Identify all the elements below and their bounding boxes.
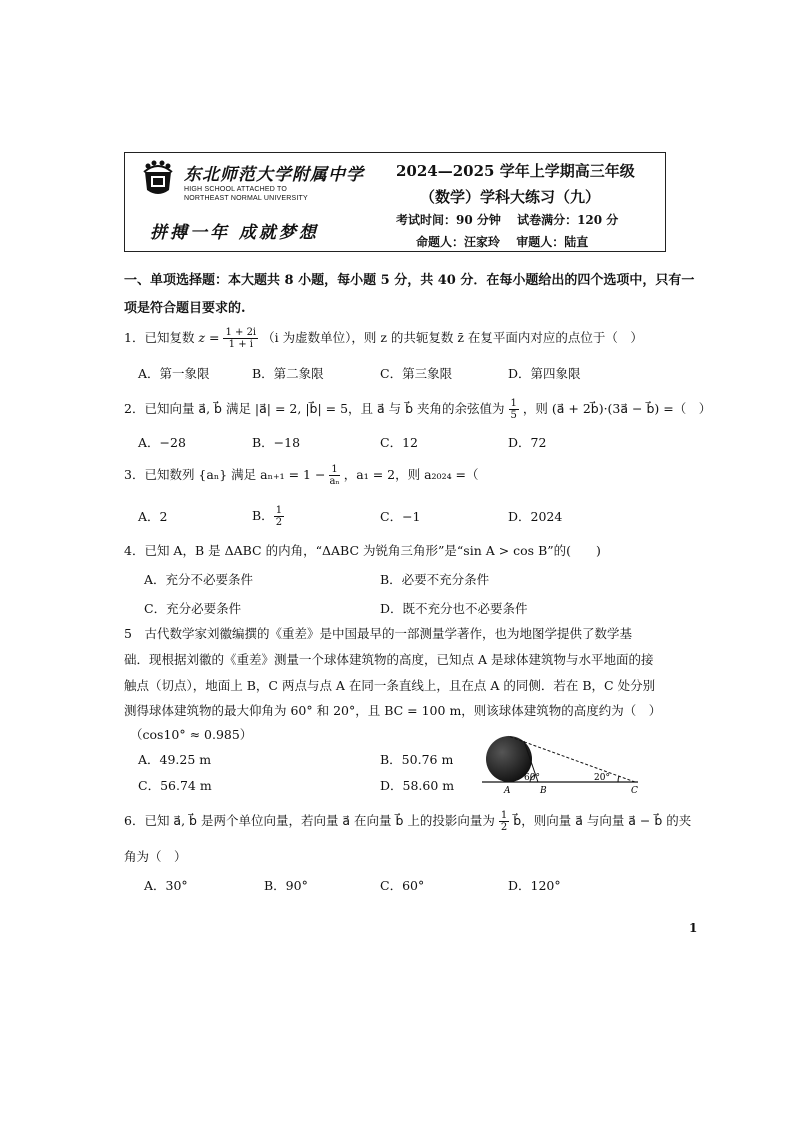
exam-title: 2024—2025 学年上学期高三年级 bbox=[396, 162, 635, 180]
q5-option-b[interactable]: B．50.76 m bbox=[380, 752, 454, 767]
author: 命题人：汪家玲 bbox=[416, 235, 501, 249]
q1-option-b[interactable]: B．第二象限 bbox=[252, 366, 324, 381]
q2-num: 1 bbox=[510, 398, 517, 409]
q6-option-c[interactable]: C．60° bbox=[380, 878, 425, 893]
point-b-label: B bbox=[540, 786, 547, 794]
q1-option-d[interactable]: D．第四象限 bbox=[508, 366, 581, 381]
q4-option-d[interactable]: D．既不充分也不必要条件 bbox=[380, 601, 528, 616]
school-name-cn: 东北师范大学附属中学 bbox=[184, 165, 364, 185]
q1-pre: 1．已知复数 bbox=[124, 330, 195, 345]
q3-pre: 3．已知数列 {aₙ} 满足 aₙ₊₁ = 1 − bbox=[124, 467, 326, 482]
q1-den: 1 + i bbox=[228, 339, 253, 350]
q1-fraction bbox=[223, 327, 258, 350]
q6-option-a[interactable]: A．30° bbox=[144, 878, 188, 893]
q6-mid: b⃗，则向量 a⃗ 与向量 a⃗ − b⃗ 的夹 bbox=[513, 813, 692, 828]
q1-option-c[interactable]: C．第三象限 bbox=[380, 366, 453, 381]
q3-fraction bbox=[329, 464, 339, 487]
motto: 拼搏一年 成就梦想 bbox=[150, 223, 319, 243]
q1-post: （i 为虚数单位），则 z 的共轭复数 z̄ 在复平面内对应的点位于（ ） bbox=[262, 330, 643, 345]
q3-b-den: 2 bbox=[275, 517, 283, 528]
q6-num: 1 bbox=[500, 810, 508, 821]
q4-option-c[interactable]: C．充分必要条件 bbox=[144, 601, 242, 616]
page-number: 1 bbox=[689, 921, 698, 935]
section-heading-line-2: 项是符合题目要求的. bbox=[124, 301, 246, 316]
point-c-label: C bbox=[631, 786, 638, 794]
q2-post: ，则 (a⃗ + 2b⃗)·(3a⃗ − b⃗) =（ ） bbox=[522, 401, 712, 416]
question-1-stem bbox=[124, 327, 643, 350]
q6-den: 2 bbox=[500, 822, 508, 833]
q2-pre: 2．已知向量 a⃗, b⃗ 满足 |a⃗| = 2, |b⃗| = 5，且 a⃗ 与 b⃗ 夹角的余弦值为 bbox=[124, 401, 505, 416]
angle-arc-c bbox=[618, 776, 619, 782]
q1-option-a[interactable]: A．第一象限 bbox=[138, 366, 210, 381]
q5-option-d[interactable]: D．58.60 m bbox=[380, 778, 455, 793]
reviewer: 审题人：陆直 bbox=[516, 235, 589, 249]
q1-z: z = bbox=[198, 330, 220, 345]
q3-option-b-fraction bbox=[274, 505, 284, 528]
q3-option-c[interactable]: C．−1 bbox=[380, 509, 421, 524]
q6-pre: 6．已知 a⃗, b⃗ 是两个单位向量，若向量 a⃗ 在向量 b⃗ 上的投影向量为 bbox=[124, 813, 495, 828]
q3-option-a[interactable]: A．2 bbox=[138, 509, 168, 524]
question-4-stem: 4．已知 A，B 是 ΔABC 的内角，“ΔABC 为锐角三角形”是“sin A > cos B”的( ) bbox=[124, 543, 601, 558]
q5-line-3: 触点（切点），地面上 B，C 两点与点 A 在同一条直线上，且在点 A 的同侧．若在 B，C 处分别 bbox=[124, 678, 656, 693]
q6-line-2: 角为（ ） bbox=[124, 849, 187, 864]
q3-post: ，a₁ = 2，则 a₂₀₂₄ =（ bbox=[343, 467, 479, 482]
q5-sphere-figure bbox=[480, 732, 650, 794]
q2-option-b[interactable]: B．−18 bbox=[252, 435, 301, 450]
q5-line-4: 测得球体建筑物的最大仰角为 60° 和 20°，且 BC = 100 m，则该球体建筑物的高度约为（ ） bbox=[124, 703, 662, 718]
q3-option-b-label: B． bbox=[252, 508, 274, 523]
school-seal-icon bbox=[140, 158, 176, 198]
q3-den: aₙ bbox=[329, 476, 340, 487]
q2-option-d[interactable]: D．72 bbox=[508, 435, 547, 450]
q1-num: 1 + 2i bbox=[225, 327, 257, 338]
q6-option-d[interactable]: D．120° bbox=[508, 878, 561, 893]
q4-option-a[interactable]: A．充分不必要条件 bbox=[144, 572, 254, 587]
school-name-en-line-1: HIGH SCHOOL ATTACHED TO bbox=[184, 186, 288, 193]
q5-line-2: 础．现根据刘徽的《重差》测量一个球体建筑物的高度，已知点 A 是球体建筑物与水平地面的接 bbox=[124, 652, 654, 667]
q6-option-b[interactable]: B．90° bbox=[264, 878, 308, 893]
q3-option-b[interactable] bbox=[252, 505, 284, 528]
angle-b-label: 60° bbox=[524, 773, 540, 783]
q2-den: 5 bbox=[510, 410, 517, 421]
q5-line-1: 5 古代数学家刘徽编撰的《重差》是中国最早的一部测量学著作，也为地图学提供了数学基 bbox=[124, 626, 632, 641]
exam-time: 考试时间：90 分钟 bbox=[396, 213, 501, 227]
q5-option-a[interactable]: A．49.25 m bbox=[138, 752, 212, 767]
q2-fraction bbox=[509, 398, 519, 421]
q4-option-b[interactable]: B．必要不充分条件 bbox=[380, 572, 490, 587]
point-a-label: A bbox=[504, 786, 511, 794]
exam-info-row-2 bbox=[416, 233, 588, 250]
q5-option-c[interactable]: C．56.74 m bbox=[138, 778, 212, 793]
school-name-en bbox=[184, 185, 308, 203]
q2-option-c[interactable]: C．12 bbox=[380, 435, 418, 450]
q3-num: 1 bbox=[331, 464, 338, 475]
question-6-stem bbox=[124, 810, 691, 833]
section-heading-line-1: 一、单项选择题：本大题共 8 小题，每小题 5 分，共 40 分．在每小题给出的四个选项中，只有一 bbox=[124, 273, 695, 288]
exam-subtitle: （数学）学科大练习（九） bbox=[420, 188, 601, 206]
q3-option-d[interactable]: D．2024 bbox=[508, 509, 563, 524]
question-2-stem bbox=[124, 398, 711, 421]
exam-info-row-1 bbox=[396, 211, 618, 228]
question-3-stem bbox=[124, 464, 479, 487]
q6-fraction bbox=[499, 810, 509, 833]
q2-option-a[interactable]: A．−28 bbox=[138, 435, 186, 450]
school-name-en-line-2: NORTHEAST NORMAL UNIVERSITY bbox=[184, 195, 308, 202]
q3-b-num: 1 bbox=[275, 505, 283, 516]
q5-line-5: （cos10° ≈ 0.985） bbox=[130, 727, 253, 742]
full-score: 试卷满分：120 分 bbox=[517, 213, 619, 227]
angle-c-label: 20° bbox=[594, 773, 610, 783]
